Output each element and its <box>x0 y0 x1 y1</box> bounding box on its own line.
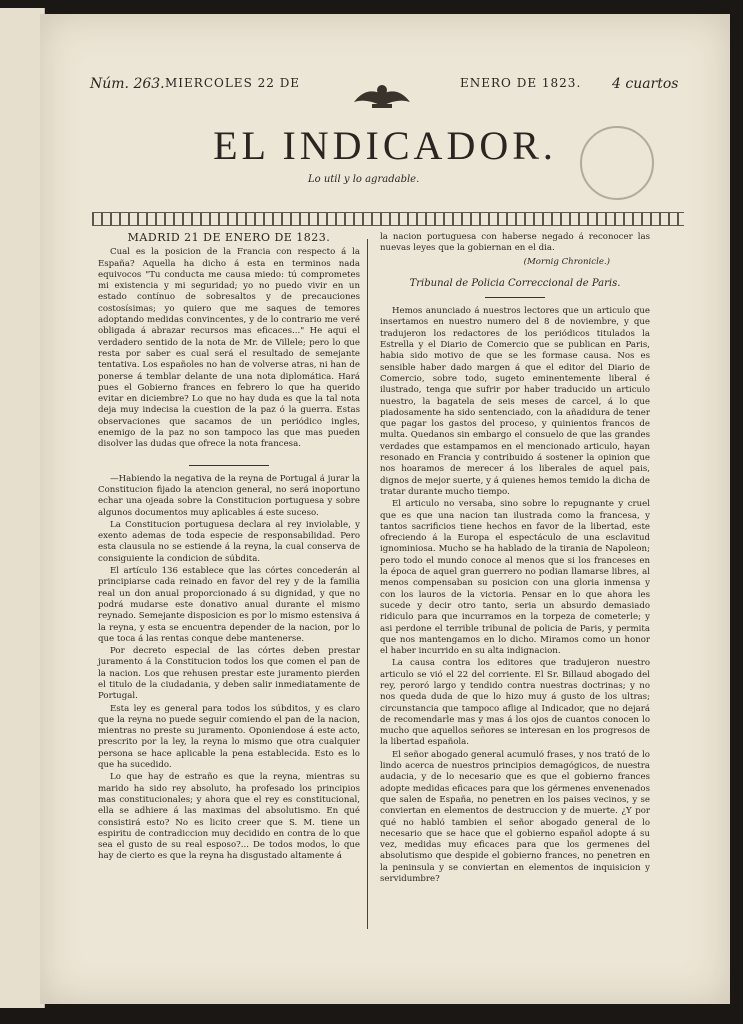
article-paragraph: El artículo 136 establece que las córtes concederán al principiarse cada reinado en favor del rey y de la familia real un don anual proporcionado á su dignidad, y que no podrá mudarse este donativo anual durante el mismo reynado. Semejante disposicion es por lo mismo estensiva á la reyna, y esta se encuentra depender de la nacion, por lo que toca á las rentas conque debe mantenerse. <box>98 566 360 644</box>
continued-paragraph: la nacion portuguesa con haberse negado á reconocer las nuevas leyes que la gobiernan en el dia. <box>380 232 650 254</box>
article-paragraph: Cual es la posicion de la Francia con respecto á la España? Aquella ha dicho á esta en terminos nada equivocos "Tu conducta me causa miedo: tú comprometes mi existencia y mi seguridad; yo no puedo vivir en un estado contínuo de sobresaltos y de precauciones costosísimas; yo quiero que me saques de temores adoptando medidas convincentes, y de lo contrario me veré obligada á abrazar recursos mas eficaces..." He aqui el verdadero sentido de la nota de Mr. de Villele; pero lo que resta por saber es cual será el resultado de semejante tentativa. Los españoles no han de volverse atras, ni han de ponerse á temblar delante de una nota diplomática. Hará pues el Gobierno frances en febrero lo que ha querido evitar en diciembre? Lo que no hay duda es que la tal nota deja muy indecisa la cuestion de la paz ó la guerra. Estas observaciones que sacamos de un periódico ingles, enemigo de la paz no son tampoco las que mas pueden disolver las dudas que ofrece la nota francesa. <box>98 247 360 450</box>
newspaper-page <box>40 14 730 1004</box>
article-paragraph: Hemos anunciado á nuestros lectores que un articulo que insertamos en nuestro numero del 8 de noviembre, y que tradujeron los redactores de los periódicos titulados la Estrella y el Diario de Comercio que se publican en Paris, habia sido motivo de que se les formase causa. Nos es sensible haber dado margen á que el editor del Diario de Comercio, sobre todo, sugeto eminentemente liberal é ilustrado, tenga que sufrir por haber traducido un articulo nuestro, la bagatela de seis meses de carcel, á lo que piadosamente ha sido sentenciado, con la añadidura de tener que pagar los gastos del proceso, y quinientos francos de multa. Quedanos sin embargo el consuelo de que las grandes verdades que estampamos en el mencionado articulo, hayan resonado en Francia y contribuido á sostener la opinion que nos hoaramos de merecer á los liberales de aquel pais, dignos de mejor suerte, y á quienes hemos temido la dicha de tratar durante mucho tiempo. <box>380 306 650 497</box>
newspaper-motto: Lo util y lo agradable. <box>308 174 420 185</box>
issue-number: Núm. 263. <box>90 76 165 92</box>
issue-month-year: ENERO DE 1823. <box>460 76 582 90</box>
article-paragraph: —Habiendo la negativa de la reyna de Portugal á jurar la Constitucion fijado la atencion general, no será inoportuno echar una ojeada sobre la Constitucion portuguesa y sobre algunos documentos muy aplicables á este suceso. <box>98 473 360 518</box>
article-paragraph: La causa contra los editores que tradujeron nuestro articulo se vió el 22 del corriente. El Sr. Billaud abogado del rey, peroró largo y tendido contra nuestras doctrinas; y no nos queda duda de que lo hizo muy á gusto de los ultras; circunstancia que tampoco aflige al Indicador, que no dejará de recomendarle mas y mas á los ojos de cuantos conocen lo mucho que aquellos señores se interesan en los progresos de la libertad española. <box>380 658 650 748</box>
newspaper-title: EL INDICADOR. <box>213 123 557 168</box>
left-column <box>98 232 360 864</box>
article-paragraph: El articulo no versaba, sino sobre lo repugnante y cruel que es que una nacion tan ilustrada como la francesa, y tantos sacrificios tiene hechos en favor de la libertad, este ofreciendo á la Europa el espectáculo de una esclavitud ignominiosa. Mucho se ha hablado de la tirania de Napoleon; pero todo el mundo conoce al menos que si los franceses en la época de aquel gran guerrero no podian llamarse libres, al menos compensaban su posicion con una gloria inmensa y con los lauros de la victoria. Pensar en lo que ahora les sucede y decir otro tanto, seria un absurdo demasiado ridiculo para que incurramos en la torpeza de cometerle; y asi perdone el terrible tribunal de policia de Paris, y permita que nos mantengamos en lo dicho. Miramos como un honor el haber incurrido en su alta indignacion. <box>380 499 650 657</box>
article-paragraph: Esta ley es general para todos los súbditos, y es claro que la reyna no puede seguir comiendo el pan de la nacion, mientras no preste su juramento. Oponiendose á este acto, prescrito por la ley, la reyna lo mismo que otra cualquier persona se hace aplicable la pena establecida. Esto es lo que ha sucedido. <box>98 703 360 771</box>
right-column <box>380 232 650 886</box>
issue-price: 4 cuartos <box>612 76 679 92</box>
article-paragraph: El señor abogado general acumuló frases, y nos trató de lo lindo acerca de nuestros principios demagógicos, de nuestra audacia, y de lo necesario que es que el gobierno frances adopte medidas eficaces para que los gérmenes envenenados que salen de España, no penetren en los paises vecinos, y se conviertan en elementos de destruccion y de muerte. ¿Y por qué no habló tambien el señor abogado general de lo necesario que se hace que el gobierno español adopte á su vez, medidas muy eficaces para que los germenes del absolutismo que despide el gobierno frances, no penetren en la peninsula y se conviertan en elementos de inquisicion y servidumbre? <box>380 749 650 885</box>
section-title: Tribunal de Policia Correccional de Paris. <box>409 277 621 289</box>
ornamental-rule <box>92 212 684 226</box>
section-title-rule <box>485 297 545 298</box>
article-paragraph: Por decreto especial de las córtes deben prestar juramento á la Constitucion todos los que comen el pan de la nacion. Los que rehusen prestar este juramento pierden el titulo de la ciudadania, y deben salir inmediatamente de Portugal. <box>98 646 360 702</box>
adjacent-page-edge <box>0 8 45 1008</box>
article-separator <box>189 465 269 466</box>
crest-emblem-icon <box>350 80 414 112</box>
dateline: MADRID 21 DE ENERO DE 1823. <box>127 231 331 244</box>
article-source: (Mornig Chronicle.) <box>523 256 610 267</box>
column-divider <box>367 239 368 929</box>
library-stamp-icon <box>580 126 654 200</box>
issue-day: MIERCOLES 22 DE <box>165 76 301 90</box>
article-paragraph: La Constitucion portuguesa declara al rey inviolable, y exento ademas de toda especie de responsabilidad. Pero esta clausula no se estiende á la reyna, la cual conserva de consiguiente la condicion de súbdita. <box>98 519 360 564</box>
article-paragraph: Lo que hay de estraño es que la reyna, mientras su marido ha sido rey absoluto, ha profesado los principios mas constitucionales; y ahora que el rey es constitucional, ella se adhiere á las maximas del absolutismo. En qué consistirá esto? No es licito creer que S. M. tiene un espiritu de contradiccion muy decidido en contra de lo que sea el gusto de su real esposo?... De todos modos, lo que hay de cierto es que la reyna ha disgustado altamente á <box>98 772 360 862</box>
